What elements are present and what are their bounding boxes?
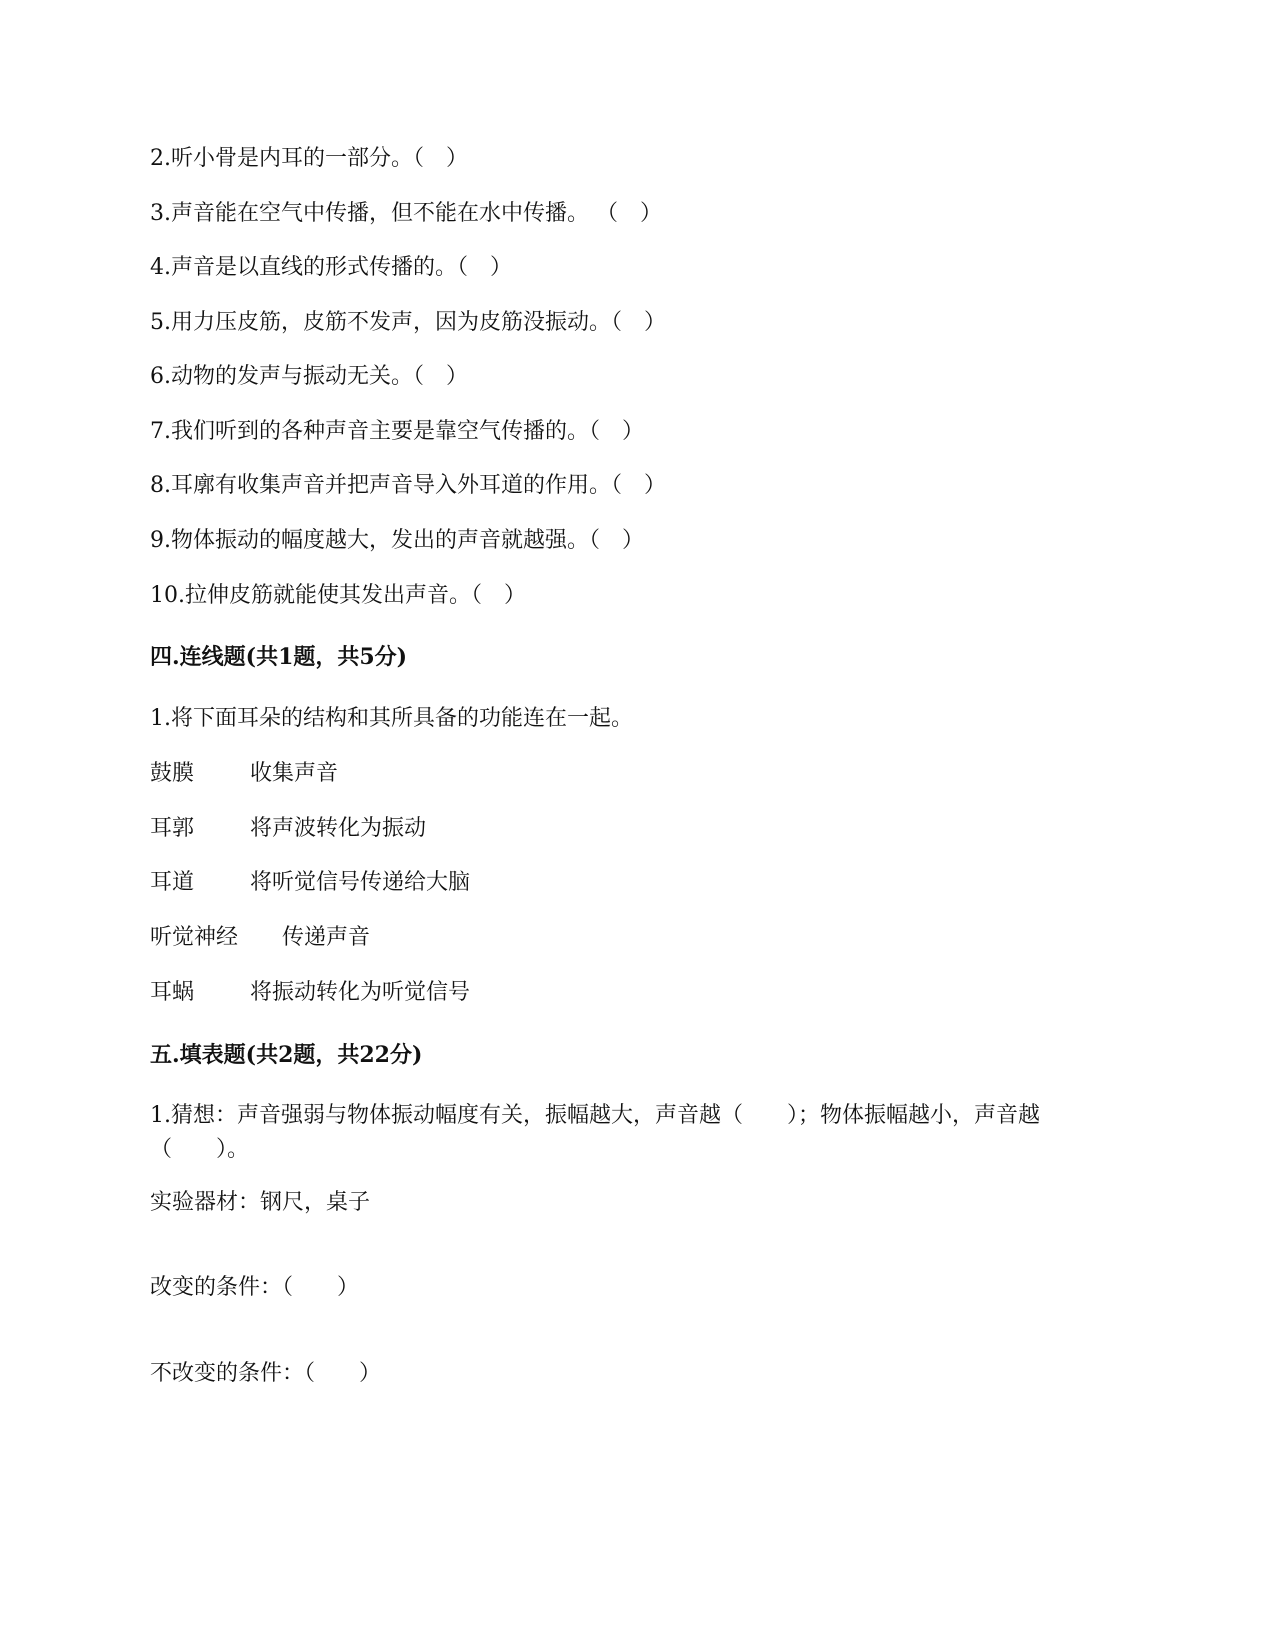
- function-label: 将振动转化为听觉信号: [250, 980, 471, 1005]
- matching-pair-row: [150, 921, 370, 955]
- judgment-item-3: 3.声音能在空气中传播，但不能在水中传播。 （ ）: [150, 201, 662, 226]
- matching-pair-row: [150, 976, 470, 1010]
- structure-label: 耳道: [150, 870, 195, 895]
- function-label: 将听觉信号传递给大脑: [250, 870, 471, 895]
- structure-label: 耳郭: [150, 816, 195, 841]
- structure-label: 耳蜗: [150, 980, 195, 1005]
- hypothesis-question: 1.猜想：声音强弱与物体振动幅度有关，振幅越大，声音越（ ）；物体振幅越小，声音越（ ）。: [150, 1103, 1040, 1162]
- function-label: 将声波转化为振动: [250, 816, 427, 841]
- judgment-item-4: 4.声音是以直线的形式传播的。（ ）: [150, 255, 512, 280]
- judgment-item-7: 7.我们听到的各种声音主要是靠空气传播的。（ ）: [150, 419, 644, 444]
- section-heading-matching: 四.连线题(共1题，共5分): [150, 644, 408, 670]
- experiment-materials: 实验器材：钢尺，桌子: [150, 1190, 371, 1215]
- judgment-item-9: 9.物体振动的幅度越大，发出的声音就越强。（ ）: [150, 528, 644, 553]
- matching-pair-row: [150, 866, 470, 900]
- unchanged-condition: 不改变的条件：（ ）: [150, 1361, 382, 1386]
- matching-pair-row: [150, 812, 426, 846]
- judgment-item-8: 8.耳廓有收集声音并把声音导入外耳道的作用。（ ）: [150, 473, 666, 498]
- changed-condition: 改变的条件：（ ）: [150, 1275, 360, 1300]
- judgment-item-10: 10.拉伸皮筋就能使其发出声音。（ ）: [150, 583, 526, 608]
- matching-question: 1.将下面耳朵的结构和其所具备的功能连在一起。: [150, 706, 633, 731]
- structure-label: 鼓膜: [150, 761, 195, 786]
- structure-label: 听觉神经: [150, 925, 239, 950]
- judgment-item-2: 2.听小骨是内耳的一部分。（ ）: [150, 146, 468, 171]
- section-heading-table-fill: 五.填表题(共2题，共22分): [150, 1042, 423, 1068]
- matching-pair-row: [150, 757, 338, 791]
- judgment-item-6: 6.动物的发声与振动无关。（ ）: [150, 364, 468, 389]
- function-label: 传递声音: [282, 925, 371, 950]
- judgment-item-5: 5.用力压皮筋，皮筋不发声，因为皮筋没振动。（ ）: [150, 310, 666, 335]
- function-label: 收集声音: [250, 761, 339, 786]
